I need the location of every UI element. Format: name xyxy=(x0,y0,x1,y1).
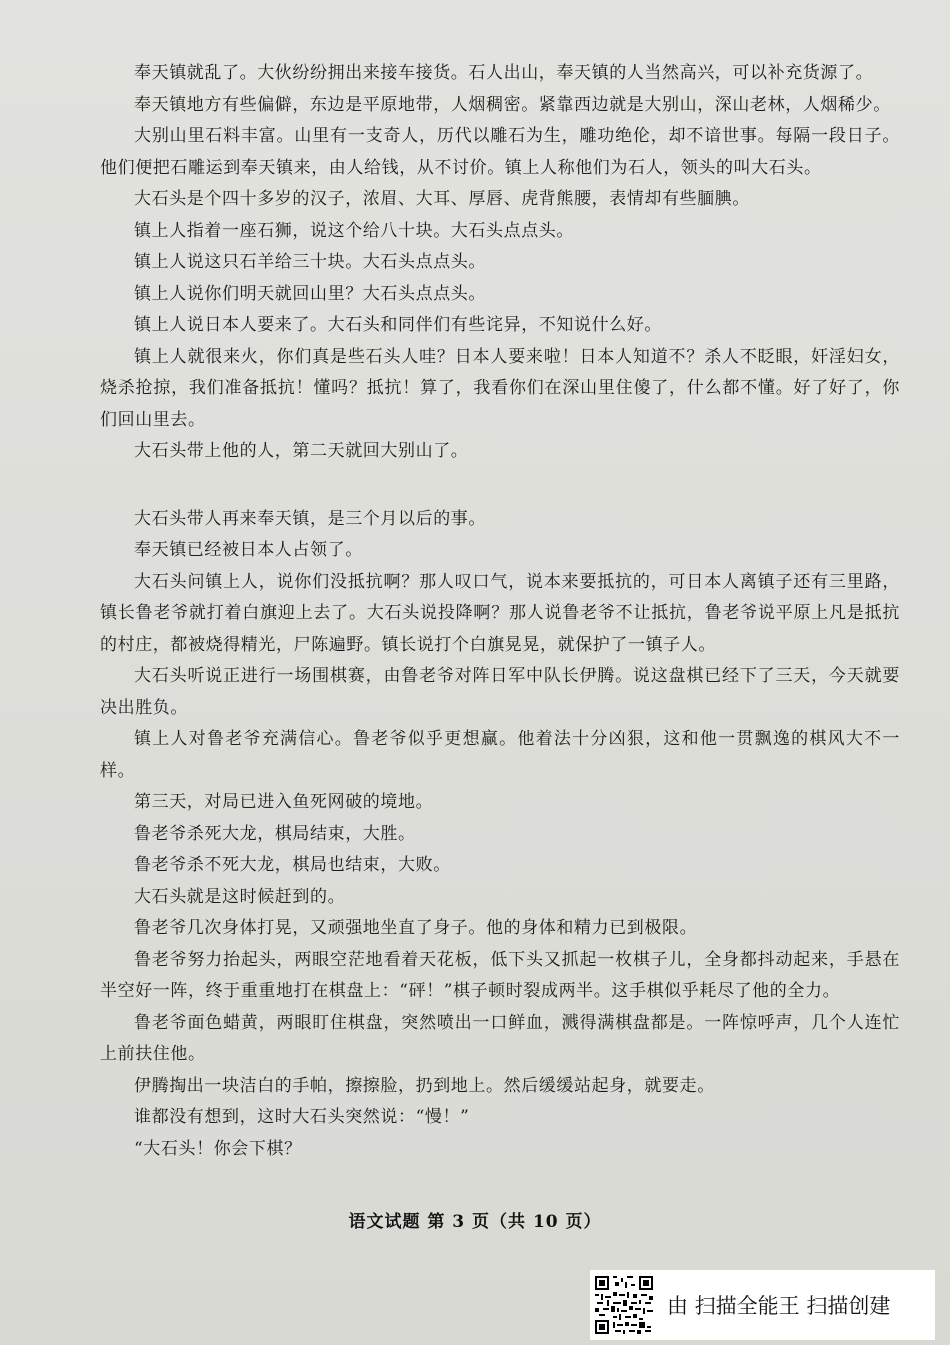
paragraph: 奉天镇地方有些偏僻，东边是平原地带，人烟稠密。紧靠西边就是大别山，深山老林，人烟稀少。 xyxy=(134,94,891,115)
paragraph: 镇上人对鲁老爷充满信心。鲁老爷似乎更想赢。他着法十分凶狠，这和他一贯飘逸的棋风大不一样。 xyxy=(100,729,900,781)
paragraph: 镇上人就很来火，你们真是些石头人哇？日本人要来啦！日本人知道不？杀人不眨眼，奸淫妇女，烧杀抢掠，我们准备抵抗！懂吗？抵抗！算了，我看你们在深山里住傻了，什么都不懂。好了好了，你们回山里去。 xyxy=(100,346,900,430)
paragraph: 镇上人说这只石羊给三十块。大石头点点头。 xyxy=(134,252,486,272)
section-break xyxy=(100,468,900,504)
paragraph: 大石头带人再来奉天镇，是三个月以后的事。 xyxy=(134,508,486,529)
qr-code-icon xyxy=(595,1276,653,1334)
paragraph: 鲁老爷杀死大龙，棋局结束，大胜。 xyxy=(134,823,416,844)
paragraph: 镇上人说日本人要来了。大石头和同伴们有些诧异，不知说什么好。 xyxy=(134,315,662,335)
paragraph: 大石头是个四十多岁的汉子，浓眉、大耳、厚唇、虎背熊腰，表情却有些腼腆。 xyxy=(134,189,750,209)
paragraph: 镇上人说你们明天就回山里？大石头点点头。 xyxy=(134,283,486,304)
paragraph: 大石头问镇上人，说你们没抵抗啊？那人叹口气，说本来要抵抗的，可日本人离镇子还有三里路，镇长鲁老爷就打着白旗迎上去了。大石头说投降啊？那人说鲁老爷不让抵抗，鲁老爷说平原上凡是抵抗的村庄，都被烧得精光，尸陈遍野。镇长说打个白旗晃晃，就保护了一镇子人。 xyxy=(100,571,900,655)
page-footer: 语文试题 第 3 页（共 10 页） xyxy=(348,1212,602,1232)
watermark-text: 由 扫描全能王 扫描创建 xyxy=(667,1294,891,1318)
paragraph: 伊腾掏出一块洁白的手帕，擦擦脸，扔到地上。然后缓缓站起身，就要走。 xyxy=(134,1075,715,1096)
paragraph: 大石头就是这时候赶到的。 xyxy=(134,886,346,907)
paragraph: 第三天，对局已进入鱼死网破的境地。 xyxy=(134,792,434,812)
paragraph: 大石头带上他的人，第二天就回大别山了。 xyxy=(134,441,469,461)
paragraph: 鲁老爷几次身体打晃，又顽强地坐直了身子。他的身体和精力已到极限。 xyxy=(134,918,698,938)
paragraph: 鲁老爷面色蜡黄，两眼盯住棋盘，突然喷出一口鲜血，溅得满棋盘都是。一阵惊呼声，几个人连忙上前扶住他。 xyxy=(100,1012,900,1064)
paragraph: 谁都没有想到，这时大石头突然说：“慢！” xyxy=(134,1107,470,1127)
scanner-watermark xyxy=(590,1270,935,1340)
paragraph: 奉天镇已经被日本人占领了。 xyxy=(134,540,363,560)
paragraph: 大别山里石料丰富。山里有一支奇人，历代以雕石为生，雕功绝伦，却不谙世事。每隔一段日子。他们便把石雕运到奉天镇来，由人给钱，从不讨价。镇上人称他们为石人，领头的叫大石头。 xyxy=(100,126,900,178)
paragraph: 镇上人指着一座石狮，说这个给八十块。大石头点点头。 xyxy=(134,220,574,241)
paragraph: 奉天镇就乱了。大伙纷纷拥出来接车接货。石人出山，奉天镇的人当然高兴，可以补充货源了。 xyxy=(134,63,874,83)
paragraph: 鲁老爷努力抬起头，两眼空茫地看着天花板，低下头又抓起一枚棋子儿，全身都抖动起来，手悬在半空好一阵，终于重重地打在棋盘上：“砰！”棋子顿时裂成两半。这手棋似乎耗尽了他的全力。 xyxy=(100,949,900,1001)
paragraph: 鲁老爷杀不死大龙，棋局也结束，大败。 xyxy=(134,855,451,875)
passage-body xyxy=(100,58,900,1165)
paragraph: 大石头听说正进行一场围棋赛，由鲁老爷对阵日军中队长伊腾。说这盘棋已经下了三天，今天就要决出胜负。 xyxy=(100,666,900,718)
paragraph: “大石头！你会下棋？ xyxy=(134,1138,302,1159)
